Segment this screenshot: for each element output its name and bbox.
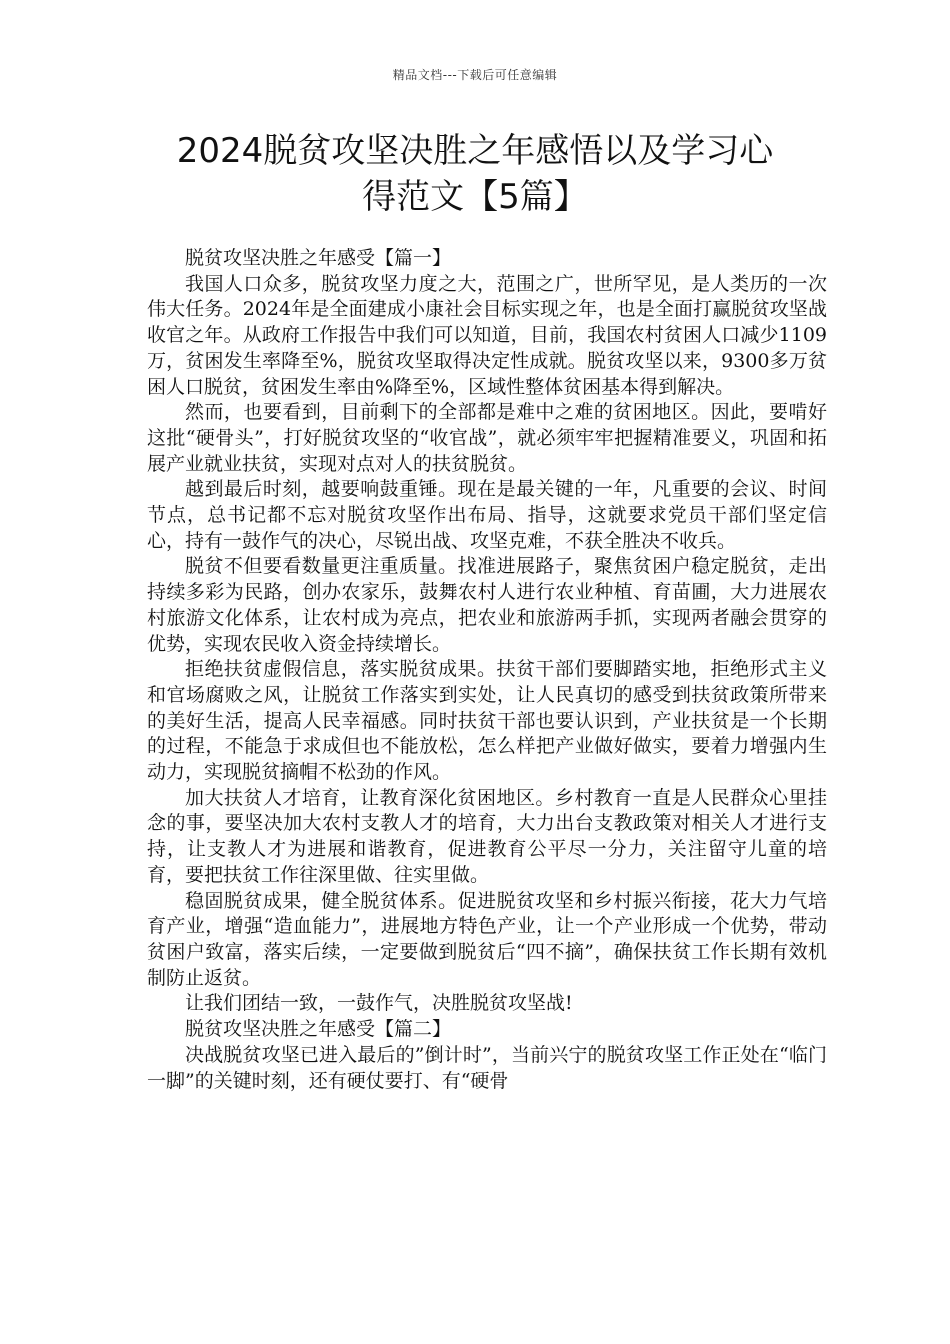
paragraph: 我国人口众多，脱贫攻坚力度之大，范围之广，世所罕见，是人类历的一次伟大任务。2024年是全面建成小康社会目标实现之年，也是全面打赢脱贫攻坚战收官之年。从政府工作报告中我们可以知道，目前，我国农村贫困人口减少1109万，贫困发生率降至%，脱贫攻坚取得决定性成就。脱贫攻坚以来，9300多万贫困人口脱贫，贫困发生率由%降至%，区域性整体贫困基本得到解决。 bbox=[147, 272, 827, 398]
title-line-1: 2024脱贫攻坚决胜之年感悟以及学习心 bbox=[176, 131, 774, 171]
paragraph: 稳固脱贫成果，健全脱贫体系。促进脱贫攻坚和乡村振兴衔接，花大力气培育产业，增强“造血能力”，进展地方特色产业，让一个产业形成一个优势，带动贫困户致富，落实后续，一定要做到脱贫后“四不摘”，确保扶贫工作长期有效机制防止返贫。 bbox=[147, 889, 827, 989]
paragraph: 脱贫不但要看数量更注重质量。找准进展路子，聚焦贫困户稳定脱贫，走出持续多彩为民路，创办农家乐，鼓舞农村人进行农业种植、育苗圃，大力进展农村旅游文化体系，让农村成为亮点，把农业和旅游两手抓，实现两者融会贯穿的优势，实现农民收入资金持续增长。 bbox=[147, 555, 827, 655]
document-body bbox=[147, 246, 827, 1094]
title-line-2: 得范文【5篇】 bbox=[362, 177, 588, 217]
paragraph: 越到最后时刻，越要响鼓重锤。现在是最关键的一年，凡重要的会议、时间节点，总书记都不忘对脱贫攻坚作出布局、指导，这就要求党员干部们坚定信心，持有一鼓作气的决心，尽锐出战、攻坚克难，不获全胜决不收兵。 bbox=[147, 478, 827, 552]
page-header: 精品文档---下载后可任意编辑 bbox=[392, 68, 558, 82]
paragraph: 决战脱贫攻坚已进入最后的”倒计时”，当前兴宁的脱贫攻坚工作正处在“临门一脚”的关键时刻，还有硬仗要打、有“硬骨 bbox=[147, 1043, 827, 1092]
paragraph: 让我们团结一致，一鼓作气，决胜脱贫攻坚战! bbox=[185, 992, 573, 1015]
document-title bbox=[120, 128, 830, 220]
paragraph: 然而，也要看到，目前剩下的全部都是难中之难的贫困地区。因此，要啃好这批“硬骨头”，打好脱贫攻坚的“收官战”，就必须牢牢把握精准要义，巩固和拓展产业就业扶贫，实现对点对人的扶贫脱贫。 bbox=[147, 401, 827, 475]
section-heading-1: 脱贫攻坚决胜之年感受【篇一】 bbox=[185, 247, 452, 269]
paragraph: 拒绝扶贫虚假信息，落实脱贫成果。扶贫干部们要脚踏实地，拒绝形式主义和官场腐败之风，让脱贫工作落实到实处，让人民真切的感受到扶贫政策所带来的美好生活，提高人民幸福感。同时扶贫干部也要认识到，产业扶贫是一个长期的过程，不能急于求成但也不能放松，怎么样把产业做好做实，要着力增强内生动力，实现脱贫摘帽不松劲的作风。 bbox=[147, 658, 827, 784]
section-heading-2: 脱贫攻坚决胜之年感受【篇二】 bbox=[185, 1018, 452, 1041]
paragraph: 加大扶贫人才培育，让教育深化贫困地区。乡村教育一直是人民群众心里挂念的事，要坚决加大农村支教人才的培育，大力出台支教政策对相关人才进行支持，让支教人才为进展和谐教育，促进教育公平尽一分力，关注留守儿童的培育，要把扶贫工作往深里做、往实里做。 bbox=[147, 786, 827, 886]
